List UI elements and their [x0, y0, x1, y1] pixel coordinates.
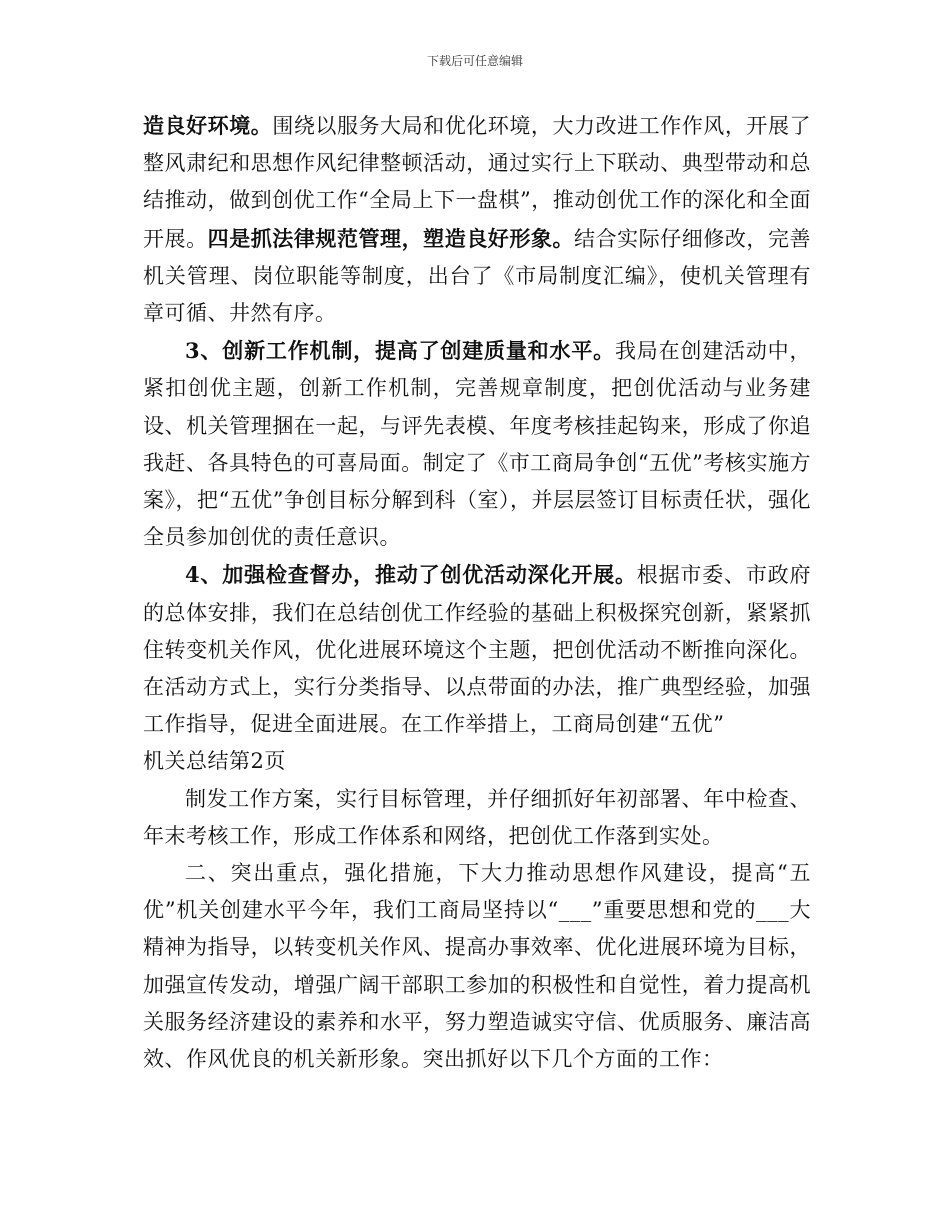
paragraph-text: 我局在创建活动中，紧扣创优主题，创新工作机制，完善规章制度，把创优活动与业务建设、机关管理捆在一起，与评先表模、年度考核挂起钩来，形成了你追我赶、各具特色的可喜局面。制定了《市工商局争创“五优”考核实施方案》，把“五优”争创目标分解到科（室），并层层签订目标责任状，强化全员参加创优的责任意识。 — [143, 339, 811, 550]
page-footer-text: 机关总结第2页 — [143, 749, 286, 774]
paragraph-text: 围绕以服务大局和优化环境，大力改进工作作风，开展了整风肃纪和思想作风纪律整顿活动，通过实行上下联动、典型带动和总结推动，做到创优工作“全局上下一盘棋”，推动创优工作的深化和全面开展。 — [143, 114, 812, 251]
bold-heading: 4、加强检查督办，推动了创优活动深化开展。 — [185, 562, 637, 588]
paragraph-1 — [143, 107, 811, 332]
bold-heading: 造良好环境。 — [143, 113, 273, 138]
paragraph-2 — [143, 332, 811, 556]
paragraph-5 — [143, 781, 811, 855]
paragraph-3 — [143, 556, 811, 743]
bold-heading: 四是抓法律规范管理，塑造良好形象。 — [207, 225, 575, 251]
paragraph-4 — [143, 743, 811, 780]
paragraph-text: 结合实际仔细修改，完善机关管理、岗位职能等制度，出台了《市局制度汇编》，使机关管理有章可循、井然有序。 — [143, 226, 812, 326]
paragraph-text: 二、突出重点，强化措施，下大力推动思想作风建设，提高“五优”机关创建水平今年，我们工商局坚持以“___”重要思想和党的___大精神为指导，以转变机关作风、提高办事效率、优化进展环境为目标，加强宣传发动，增强广阔干部职工参加的积极性和自觉性，着力提高机关服务经济建设的素养和水平，努力塑造诚实守信、优质服务、廉洁高效、作风优良的机关新形象。突出抓好以下几个方面的工作： — [143, 861, 811, 1072]
bold-heading: 3、创新工作机制，提高了创建质量和水平。 — [185, 338, 615, 364]
page-header: 下载后可任意编辑 — [426, 54, 523, 68]
paragraph-text: 制发工作方案，实行目标管理，并仔细抓好年初部署、年中检查、年末考核工作，形成工作体系和网络，把创优工作落到实处。 — [143, 786, 811, 848]
paragraph-6 — [143, 855, 811, 1078]
paragraph-text: 根据市委、市政府的总体安排，我们在总结创优工作经验的基础上积极探究创新，紧紧抓住转变机关作风，优化进展环境这个主题，把创优活动不断推向深化。在活动方式上，实行分类指导、以点带面的办法，推广典型经验，加强工作指导，促进全面进展。在工作举措上，工商局创建“五优” — [143, 563, 811, 737]
document-body — [143, 107, 811, 1078]
